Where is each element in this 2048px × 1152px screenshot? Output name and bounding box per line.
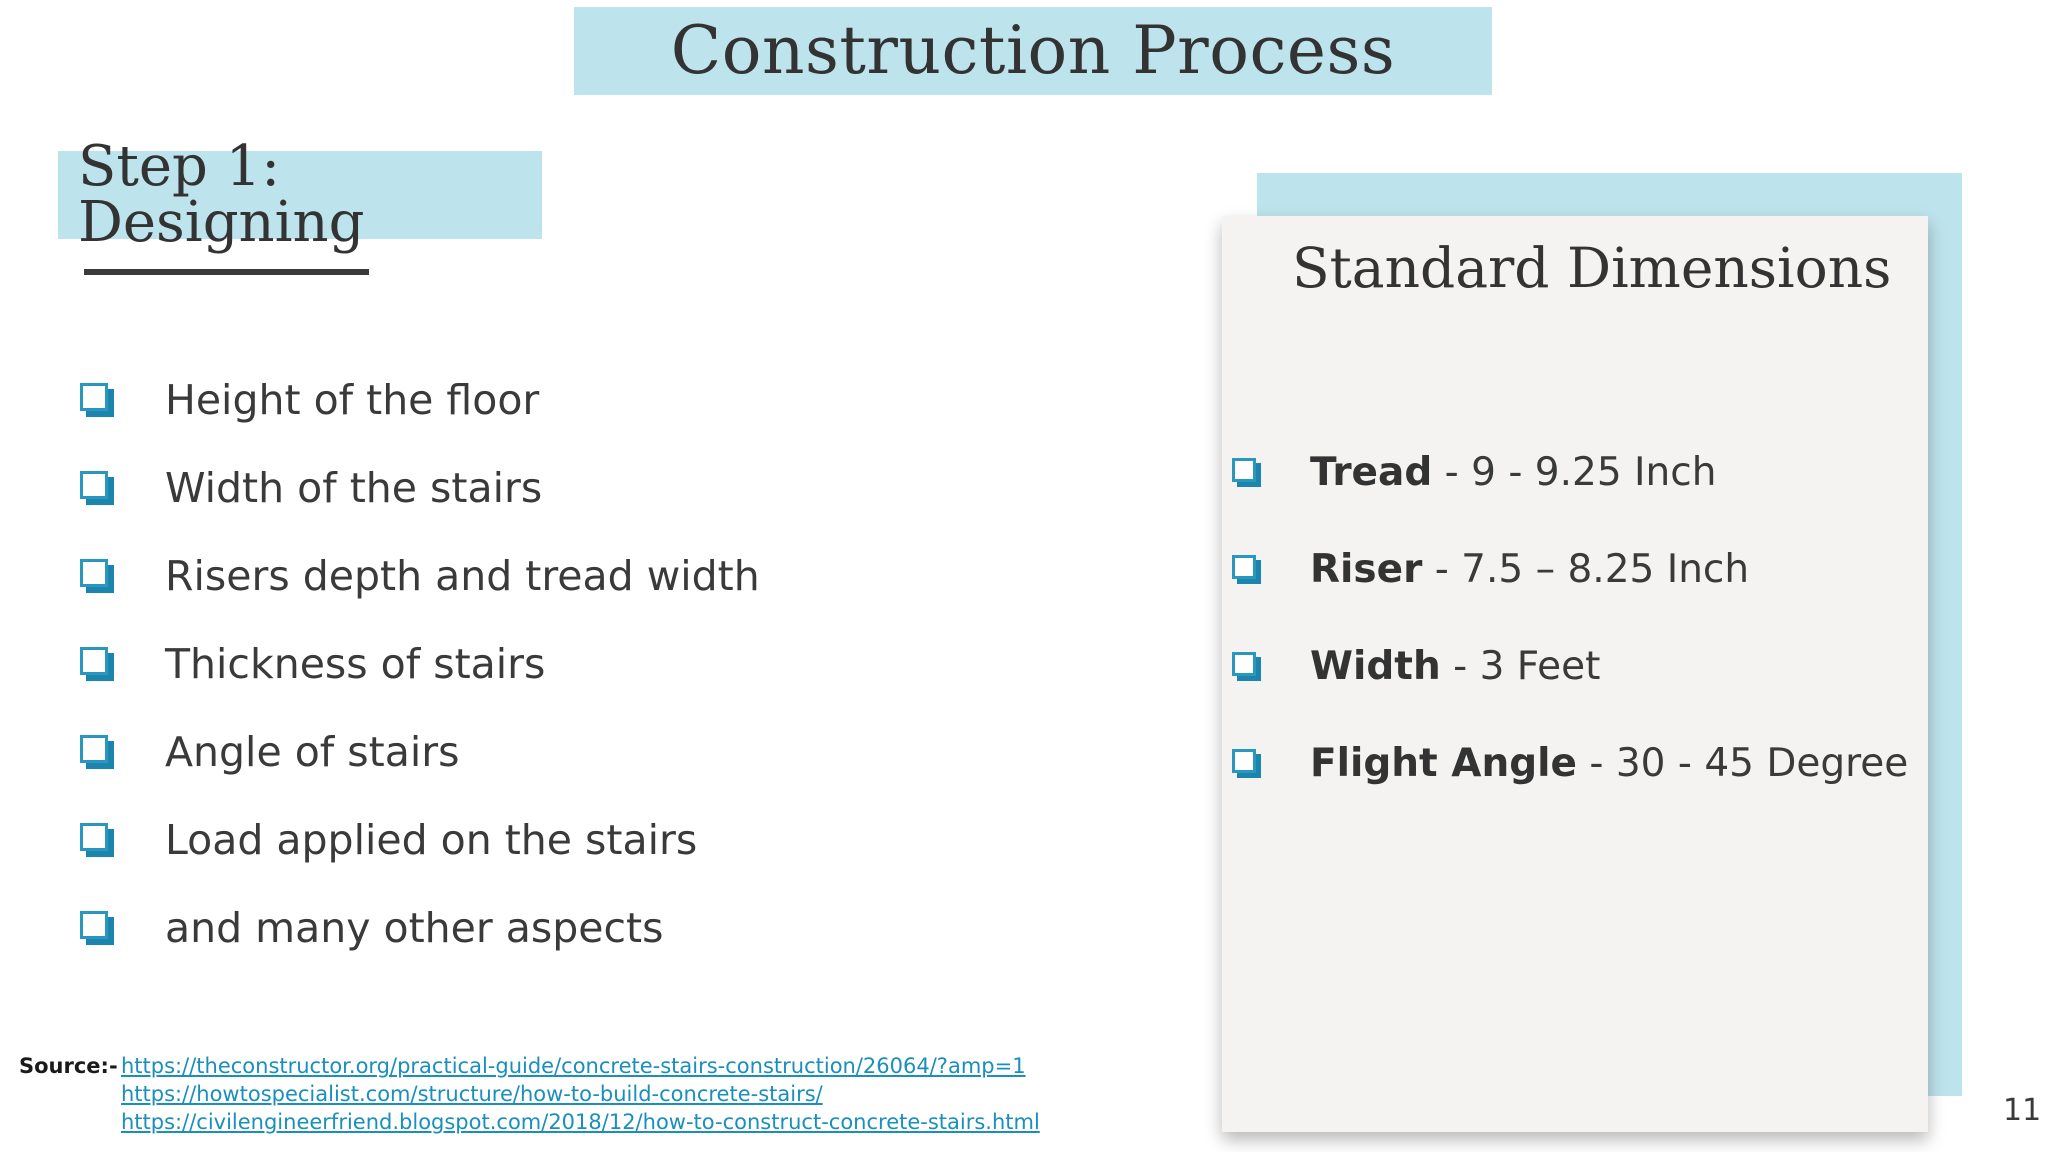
dimension-label: Tread <box>1310 450 1433 495</box>
panel-title: Standard Dimensions <box>1292 236 1892 300</box>
source-links <box>121 1052 1040 1136</box>
dimension-value: - 30 - 45 Degree <box>1576 741 1909 786</box>
checkbox-icon <box>1232 749 1262 779</box>
step-heading: Step 1: Designing <box>78 134 365 255</box>
source-link[interactable]: https://civilengineerfriend.blogspot.com/2018/12/how-to-construct-concrete-stairs.html <box>121 1110 1040 1134</box>
standard-dimensions-panel <box>1222 216 1928 1132</box>
list-item-text: Thickness of stairs <box>165 640 546 688</box>
design-considerations-list <box>80 356 760 972</box>
dimensions-list <box>1232 424 1908 812</box>
list-item <box>80 444 760 532</box>
dimension-label: Width <box>1310 644 1441 689</box>
checkbox-icon <box>80 823 114 857</box>
list-item-text: Risers depth and tread width <box>165 552 760 600</box>
checkbox-icon <box>1232 652 1262 682</box>
title-banner <box>574 7 1492 95</box>
list-item-text: and many other aspects <box>165 904 664 952</box>
list-item <box>80 708 760 796</box>
checkbox-icon <box>80 647 114 681</box>
list-item <box>80 532 760 620</box>
checkbox-icon <box>1232 555 1262 585</box>
checkbox-icon <box>1232 458 1262 488</box>
dimension-value: - 7.5 – 8.25 Inch <box>1422 547 1750 592</box>
dimension-item <box>1232 521 1908 618</box>
checkbox-icon <box>80 911 114 945</box>
list-item-text: Height of the floor <box>165 376 540 424</box>
source-label: Source:- <box>19 1054 118 1078</box>
dimension-entry <box>1310 547 1749 592</box>
source-link[interactable]: https://theconstructor.org/practical-guide/concrete-stairs-construction/26064/?amp=1 <box>121 1054 1026 1078</box>
dimension-entry <box>1310 644 1600 689</box>
step-heading-box <box>58 134 542 255</box>
source-link[interactable]: https://howtospecialist.com/structure/how-to-build-concrete-stairs/ <box>121 1082 823 1106</box>
checkbox-icon <box>80 735 114 769</box>
slide-title: Construction Process <box>670 12 1396 89</box>
checkbox-icon <box>80 559 114 593</box>
list-item <box>80 620 760 708</box>
dimension-value: - 3 Feet <box>1440 644 1601 689</box>
dimension-item <box>1232 424 1908 521</box>
list-item <box>80 884 760 972</box>
checkbox-icon <box>80 471 114 505</box>
heading-underline <box>84 269 369 275</box>
list-item <box>80 796 760 884</box>
dimension-item <box>1232 618 1908 715</box>
source-citation <box>19 1052 1040 1136</box>
page-number: 11 <box>2003 1093 2042 1128</box>
checkbox-icon <box>80 383 114 417</box>
dimension-entry <box>1310 450 1716 495</box>
list-item-text: Load applied on the stairs <box>165 816 698 864</box>
dimension-label: Riser <box>1310 547 1423 592</box>
list-item-text: Width of the stairs <box>165 464 543 512</box>
list-item <box>80 356 760 444</box>
dimension-entry <box>1310 741 1908 786</box>
list-item-text: Angle of stairs <box>165 728 460 776</box>
dimension-value: - 9 - 9.25 Inch <box>1432 450 1717 495</box>
dimension-item <box>1232 715 1908 812</box>
dimension-label: Flight Angle <box>1310 741 1577 786</box>
